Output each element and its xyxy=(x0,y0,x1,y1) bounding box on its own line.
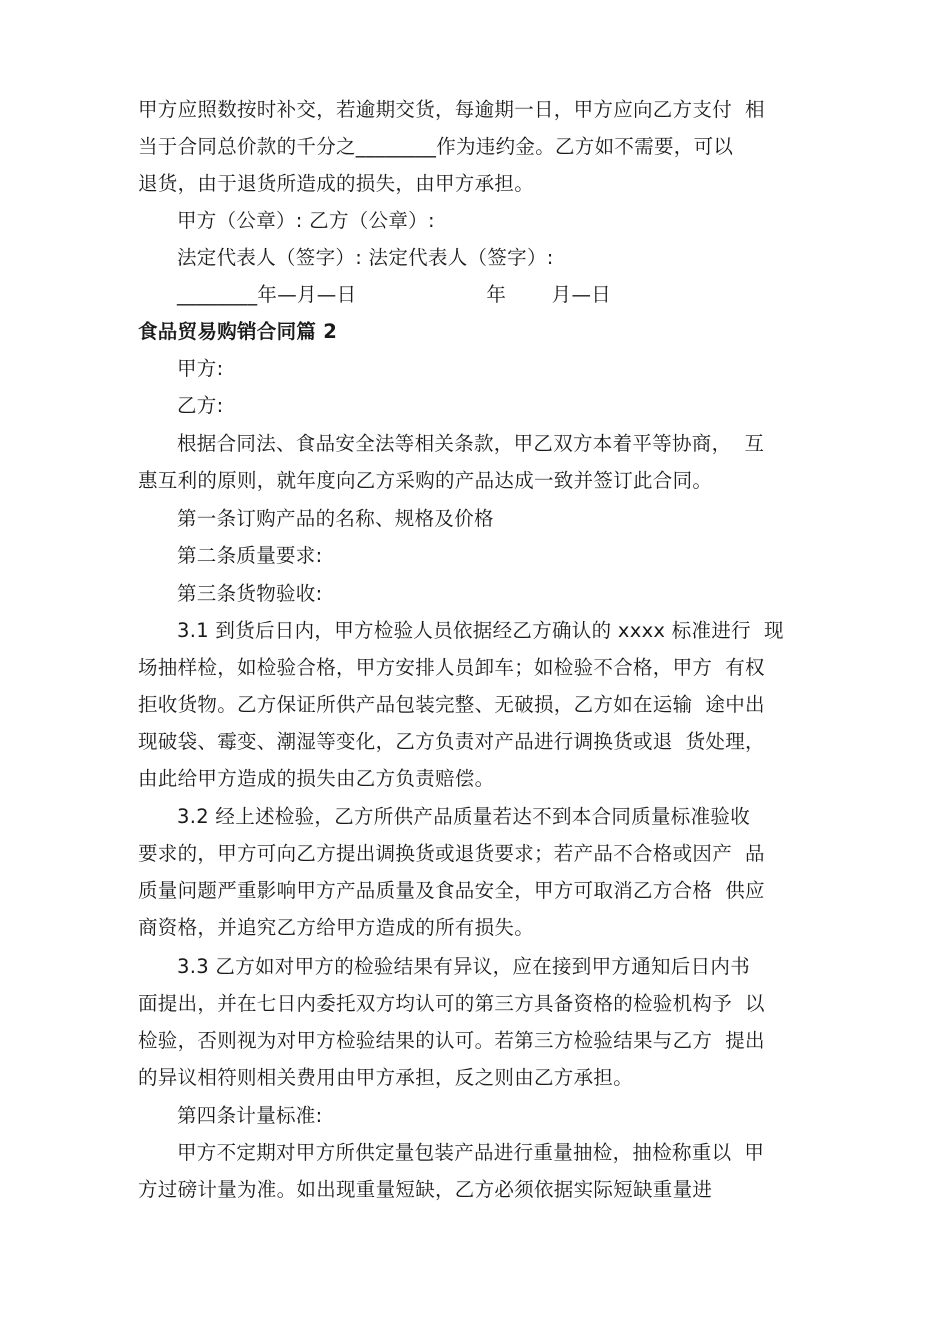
text-line: 甲方不定期对甲方所供定量包装产品进行重量抽检，抽检称重以 甲 xyxy=(138,1141,765,1164)
signature-line-seal: 甲方（公章）: 乙方（公章）: xyxy=(138,209,435,232)
party-a-line: 甲方: xyxy=(138,357,224,380)
text-line: 现破袋、霉变、潮湿等变化，乙方负责对产品进行调换货或退 货处理， xyxy=(138,730,765,753)
text-line: 商资格，并追究乙方给甲方造成的所有损失。 xyxy=(138,916,535,939)
text-line: 检验，否则视为对甲方检验结果的认可。若第三方检验结果与乙方 提出 xyxy=(138,1029,765,1052)
date-line: ________年—月—日 年 月—日 xyxy=(138,283,612,306)
text-line: 方过磅计量为准。如出现重量短缺，乙方必须依据实际短缺重量进 xyxy=(138,1178,713,1201)
article-heading: 第四条计量标准: xyxy=(138,1104,323,1127)
text-line: 面提出，并在七日内委托双方均认可的第三方具备资格的检验机构予 以 xyxy=(138,992,765,1015)
article-heading: 第二条质量要求: xyxy=(138,544,323,567)
party-b-line: 乙方: xyxy=(138,394,224,417)
text-line: 的异议相符则相关费用由甲方承担，反之则由乙方承担。 xyxy=(138,1066,634,1089)
text-line: 3.1 到货后日内，甲方检验人员依据经乙方确认的 xxxx 标准进行 现 xyxy=(138,619,784,642)
text-line: 甲方应照数按时补交，若逾期交货，每逾期一日，甲方应向乙方支付 相 xyxy=(138,98,765,121)
article-heading: 第一条订购产品的名称、规格及价格 xyxy=(138,507,494,530)
text-line: 场抽样检，如检验合格，甲方安排人员卸车；如检验不合格，甲方 有权 xyxy=(138,656,765,679)
text-line: 拒收货物。乙方保证所供产品包装完整、无破损，乙方如在运输 途中出 xyxy=(138,693,765,716)
text-line: 3.2 经上述检验，乙方所供产品质量若达不到本合同质量标准验收 xyxy=(138,805,751,828)
text-line: 要求的，甲方可向乙方提出调换货或退货要求；若产品不合格或因产 品 xyxy=(138,842,765,865)
text-line: 由此给甲方造成的损失由乙方负责赔偿。 xyxy=(138,767,495,790)
text-line: 质量问题严重影响甲方产品质量及食品安全，甲方可取消乙方合格 供应 xyxy=(138,879,765,902)
text-line: 当于合同总价款的千分之________作为违约金。乙方如不需要，可以 xyxy=(138,135,734,158)
text-line: 惠互利的原则，就年度向乙方采购的产品达成一致并签订此合同。 xyxy=(138,469,713,492)
section-heading: 食品贸易购销合同篇 2 xyxy=(138,320,338,343)
text-line: 退货，由于退货所造成的损失，由甲方承担。 xyxy=(138,172,535,195)
signature-line-representative: 法定代表人（签字）: 法定代表人（签字）: xyxy=(138,246,554,269)
article-heading: 第三条货物验收: xyxy=(138,582,323,605)
text-line: 根据合同法、食品安全法等相关条款，甲乙双方本着平等协商， 互 xyxy=(138,432,765,455)
text-line: 3.3 乙方如对甲方的检验结果有异议，应在接到甲方通知后日内书 xyxy=(138,955,751,978)
